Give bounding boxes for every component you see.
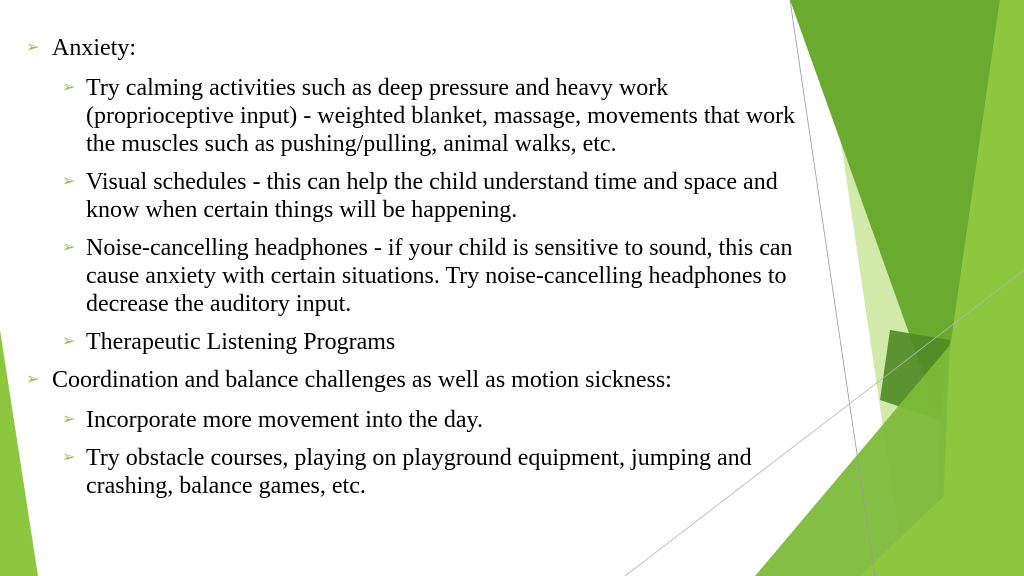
- sub-bullet-text: Therapeutic Listening Programs: [86, 329, 396, 355]
- arrow-bullet-icon: ➢: [62, 239, 76, 256]
- bullet-anxiety: [22, 34, 822, 62]
- sub-bullet-calming: [22, 74, 822, 158]
- sub-bullet-text: Noise-cancelling headphones - if your child is sensitive to sound, this can cause anxiety with certain situations. Try noise-cancelling headphones to decrease the auditory input.: [86, 235, 793, 317]
- sub-bullet-text: Try calming activities such as deep pressure and heavy work (proprioceptive input) - weighted blanket, massage, movements that work the muscles such as pushing/pulling, animal walks, etc.: [86, 75, 796, 157]
- arrow-bullet-icon: ➢: [26, 371, 40, 388]
- sub-bullet-visual-schedules: [22, 168, 822, 224]
- arrow-bullet-icon: ➢: [62, 449, 76, 466]
- bullet-coordination: [22, 366, 822, 394]
- sub-bullet-text: Try obstacle courses, playing on playground equipment, jumping and crashing, balance games, etc.: [86, 445, 752, 499]
- sub-bullet-text: Incorporate more movement into the day.: [86, 407, 483, 433]
- arrow-bullet-icon: ➢: [62, 411, 76, 428]
- bullet-text: Coordination and balance challenges as well as motion sickness:: [52, 367, 672, 393]
- sub-bullet-text: Visual schedules - this can help the child understand time and space and know when certain things will be happening.: [86, 169, 778, 223]
- arrow-bullet-icon: ➢: [62, 173, 76, 190]
- sub-bullet-headphones: [22, 234, 822, 318]
- arrow-bullet-icon: ➢: [26, 39, 40, 56]
- bullet-text: Anxiety:: [52, 35, 136, 61]
- arrow-bullet-icon: ➢: [62, 333, 76, 350]
- sub-bullet-listening-programs: [22, 328, 822, 356]
- arrow-bullet-icon: ➢: [62, 79, 76, 96]
- sub-bullet-movement: [22, 406, 822, 434]
- sub-bullet-obstacle-courses: [22, 444, 822, 500]
- slide-body: [22, 34, 822, 510]
